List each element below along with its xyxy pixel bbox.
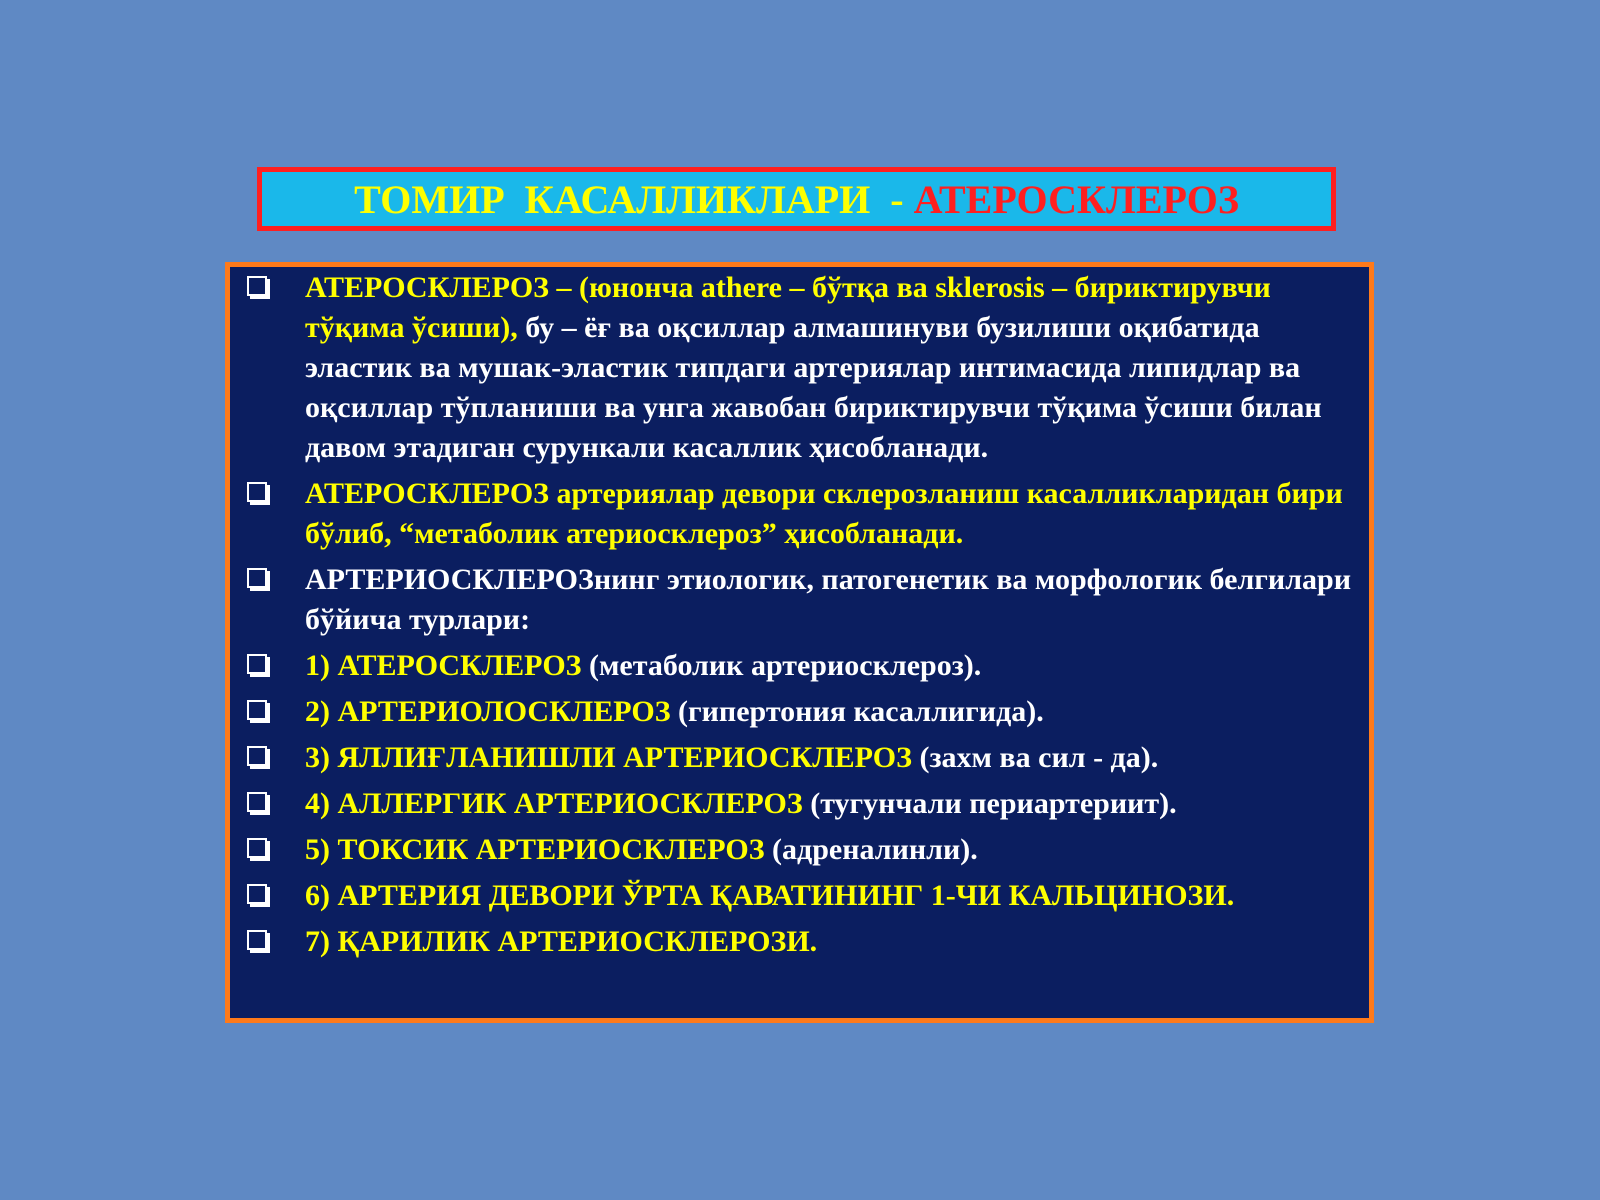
item-highlight: 2) АРТЕРИОЛОСКЛЕРОЗ xyxy=(305,695,671,728)
checkbox-bullet-icon xyxy=(247,654,267,674)
item-text: (гипертония касаллигида). xyxy=(670,695,1044,728)
title-main: ТОМИР КАСАЛЛИКЛАРИ - xyxy=(354,176,914,222)
list-item-type-3 xyxy=(243,738,1363,778)
checkbox-bullet-icon xyxy=(247,930,267,950)
list-item-type-7 xyxy=(243,922,1363,962)
item-text: (адреналинли). xyxy=(764,833,978,866)
item-highlight: 4) АЛЛЕРГИК АРТЕРИОСКЛЕРОЗ xyxy=(305,787,803,820)
slide-title xyxy=(257,167,1336,231)
checkbox-bullet-icon xyxy=(247,884,267,904)
item-highlight: 5) ТОКСИК АРТЕРИОСКЛЕРОЗ xyxy=(305,833,765,866)
checkbox-bullet-icon xyxy=(247,792,267,812)
item-text: бу – ёғ ва оқсиллар алмашинуви бузилиши оқибатида эластик ва мушак-эластик типдаги артериялар интимасида липидлар ва оқсиллар тўпланиши ва унга жавобан бириктирувчи тўқима ўсиши билан давом этадиган сурункали касаллик ҳисобланади. xyxy=(305,311,1322,464)
item-highlight: 1) АТЕРОСКЛЕРОЗ xyxy=(305,649,582,682)
list-item-types-intro xyxy=(243,560,1363,640)
checkbox-bullet-icon xyxy=(247,838,267,858)
list-item-type-2 xyxy=(243,692,1363,732)
list-item-type-1 xyxy=(243,646,1363,686)
item-text: АРТЕРИОСКЛЕРОЗнинг этиологик, патогенетик ва морфологик белгилари бўйича турлари: xyxy=(305,563,1352,636)
checkbox-bullet-icon xyxy=(247,276,267,296)
checkbox-bullet-icon xyxy=(247,482,267,502)
item-highlight: 3) ЯЛЛИҒЛАНИШЛИ АРТЕРИОСКЛЕРОЗ xyxy=(305,741,912,774)
checkbox-bullet-icon xyxy=(247,700,267,720)
list-item-type-4 xyxy=(243,784,1363,824)
item-highlight: АТЕРОСКЛЕРОЗ артериялар девори склерозланиш касалликларидан бири бўлиб, “метаболик атериосклероз” ҳисобланади. xyxy=(305,477,1343,550)
item-text: (захм ва сил - да). xyxy=(911,741,1159,774)
checkbox-bullet-icon xyxy=(247,746,267,766)
list-item-classification xyxy=(243,474,1363,554)
item-highlight: АТЕРОСКЛЕРОЗ – (юнонча athere – бўтқа ва sklerosis – бириктирувчи тўқима ўсиши), xyxy=(305,271,1271,344)
item-highlight: 7) ҚАРИЛИК АРТЕРИОСКЛЕРОЗИ. xyxy=(305,925,818,958)
checkbox-bullet-icon xyxy=(247,568,267,588)
item-text: (метаболик артериосклероз). xyxy=(581,649,982,682)
bullet-list xyxy=(243,268,1363,968)
list-item-type-5 xyxy=(243,830,1363,870)
item-highlight: 6) АРТЕРИЯ ДЕВОРИ ЎРТА ҚАВАТИНИНГ 1-ЧИ КАЛЬЦИНОЗИ. xyxy=(305,879,1235,912)
item-text: (тугунчали периартериит). xyxy=(802,787,1177,820)
list-item-type-6 xyxy=(243,876,1363,916)
title-highlight: АТЕРОСКЛЕРОЗ xyxy=(913,176,1239,222)
list-item-definition xyxy=(243,268,1363,468)
